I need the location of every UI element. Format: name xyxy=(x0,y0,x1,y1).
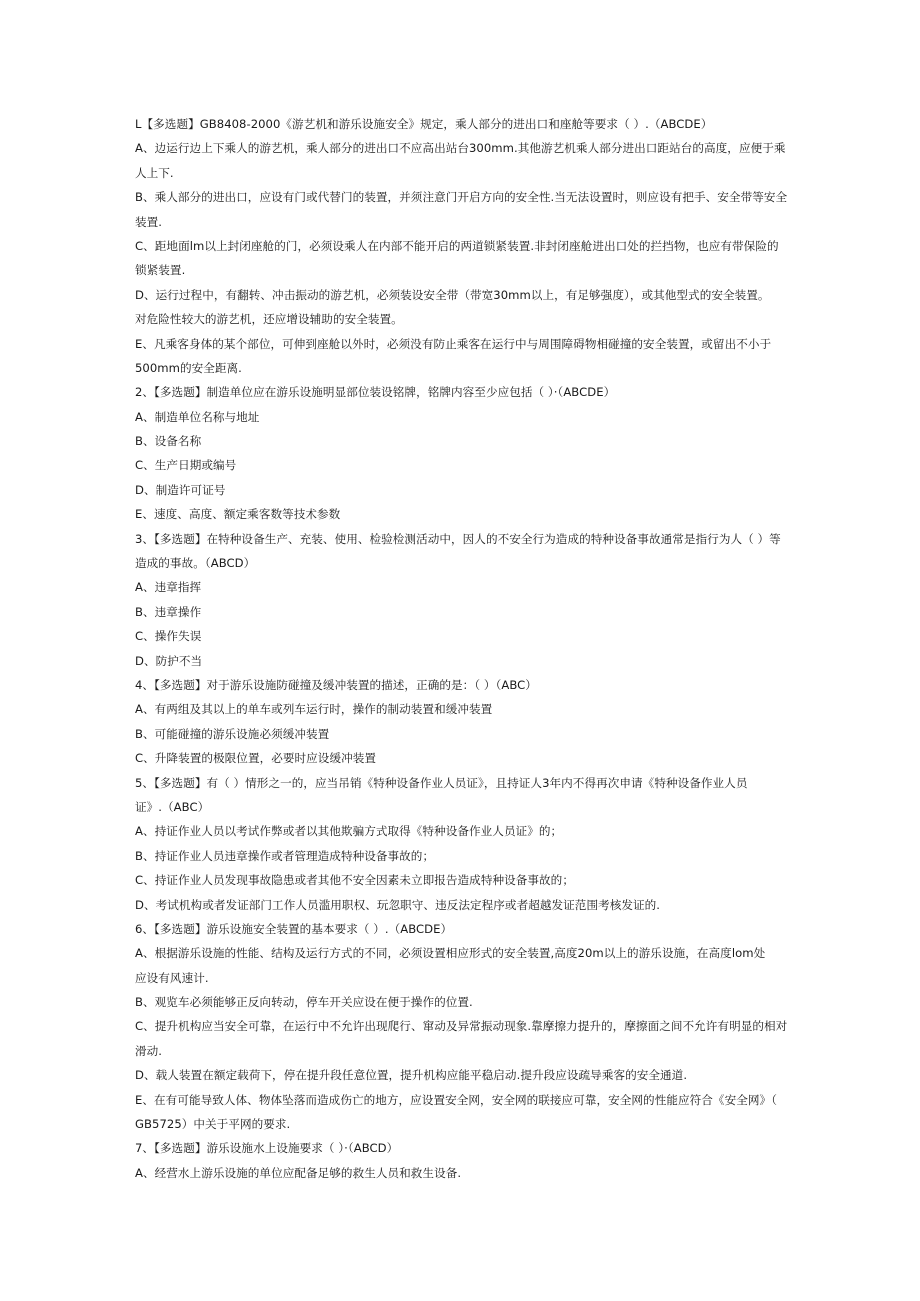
question-3-option-b: B、违章操作 xyxy=(135,604,202,619)
question-6-option-a-cont: 应设有风速计. xyxy=(135,970,209,985)
question-5-option-b: B、持证作业人员违章操作或者管理造成特种设备事故的； xyxy=(135,848,435,863)
question-1-option-e: E、凡乘客身体的某个部位，可伸到座舱以外时，必须没有防止乘客在运行中与周围障碍物相碰撞的安全装置，或留出不小于 xyxy=(135,336,772,351)
question-1-option-c: C、距地面lm以上封闭座舱的门，必须设乘人在内部不能开启的两道锁紧装置.非封闭座舱进出口处的拦挡物，也应有带保险的 xyxy=(135,238,779,253)
question-1-option-e-cont: 500mm的安全距离. xyxy=(135,360,242,375)
question-5-stem-cont: 证》.（ABC） xyxy=(135,799,210,814)
question-2-option-c: C、生产日期或编号 xyxy=(135,458,237,473)
question-6-option-e-cont: GB5725）中关于平网的要求. xyxy=(135,1117,291,1132)
question-3-stem: 3、【多选题】在特种设备生产、充装、使用、检验检测活动中，因人的不安全行为造成的特种设备事故通常是指行为人（ ）等 xyxy=(135,531,781,546)
question-6-option-a: A、根据游乐设施的性能、结构及运行方式的不同，必须设置相应形式的安全装置,高度20m以上的游乐设施，在高度lom处 xyxy=(135,946,766,961)
question-1-option-b-cont: 装置. xyxy=(135,214,163,229)
question-1-stem: L【多选题】GB8408-2000《游艺机和游乐设施安全》规定，乘人部分的进出口和座舱等要求（ ）.（ABCDE） xyxy=(135,117,713,131)
question-5-option-d: D、考试机构或者发证部门工作人员滥用职权、玩忽职守、违反法定程序或者超越发证范围考核发证的. xyxy=(135,897,661,912)
question-6-option-c: C、提升机构应当安全可靠，在运行中不允许出现爬行、窜动及异常振动现象.靠摩擦力提升的，摩擦面之间不允许有明显的相对 xyxy=(135,1019,788,1034)
question-2-option-b: B、设备名称 xyxy=(135,434,202,449)
question-1-option-c-cont: 锁紧装置. xyxy=(135,263,186,278)
question-3-stem-cont: 造成的事故。（ABCD） xyxy=(135,556,256,571)
question-3-option-d: D、防护不当 xyxy=(135,653,203,668)
question-4-option-b: B、可能碰撞的游乐设施必须缓冲装置 xyxy=(135,726,330,741)
document-body xyxy=(135,112,790,1185)
question-6-option-e: E、在有可能导致人体、物体坠落而造成伤亡的地方，应设置安全网，安全网的联接应可靠，安全网的性能应符合《安全网》（ xyxy=(135,1092,777,1107)
question-2-option-e: E、速度、高度、额定乘客数等技术参数 xyxy=(135,507,341,522)
question-1-option-d: D、运行过程中，有翻转、冲击振动的游艺机，必须装设安全带（带宽30mm以上，有足够强度），或其他型式的安全装置。 xyxy=(135,287,770,302)
question-2-option-d: D、制造许可证号 xyxy=(135,482,226,497)
question-4-option-a: A、有两组及其以上的单车或列车运行时，操作的制动装置和缓冲装置 xyxy=(135,702,493,717)
question-4-stem: 4、【多选题】对于游乐设施防碰撞及缓冲装置的描述，正确的是：（ ）（ABC） xyxy=(135,677,537,692)
question-3-option-c: C、操作失误 xyxy=(135,629,202,644)
question-5-option-a: A、持证作业人员以考试作弊或者以其他欺骗方式取得《特种设备作业人员证》的； xyxy=(135,824,563,839)
question-1-option-b: B、乘人部分的进出口，应设有门或代替门的装置，并须注意门开启方向的安全性.当无法设置时，则应设有把手、安全带等安全 xyxy=(135,190,788,205)
question-6-stem: 6、【多选题】游乐设施安全装置的基本要求（ ）.（ABCDE） xyxy=(135,921,453,936)
question-7-option-a: A、经营水上游乐设施的单位应配备足够的救生人员和救生设备. xyxy=(135,1165,462,1180)
question-1-option-d-cont: 对危险性较大的游艺机，还应增设辅助的安全装置。 xyxy=(135,312,403,327)
question-6-option-c-cont: 滑动. xyxy=(135,1043,163,1058)
question-3-option-a: A、违章指挥 xyxy=(135,580,202,595)
question-5-option-c: C、持证作业人员发现事故隐患或者其他不安全因素未立即报告造成特种设备事故的； xyxy=(135,873,574,888)
question-1-option-a-cont: 人上下. xyxy=(135,165,174,180)
question-1-option-a: A、边运行边上下乘人的游艺机，乘人部分的进出口不应高出站台300mm.其他游艺机乘人部分进出口距站台的高度，应便于乘 xyxy=(135,141,786,156)
question-7-stem: 7、【多选题】游乐设施水上设施要求（ ）·（ABCD） xyxy=(135,1141,399,1156)
question-6-option-d: D、载人装置在额定载荷下，停在提升段任意位置，提升机构应能平稳启动.提升段应设疏导乘客的安全通道. xyxy=(135,1068,688,1083)
question-2-option-a: A、制造单位名称与地址 xyxy=(135,409,260,424)
question-4-option-c: C、升降装置的极限位置，必要时应设缓冲装置 xyxy=(135,751,377,766)
question-5-stem: 5、【多选题】有（ ）情形之一的，应当吊销《特种设备作业人员证》，且持证人3年内不得再次申请《特种设备作业人员 xyxy=(135,775,748,790)
question-2-stem: 2、【多选题】制造单位应在游乐设施明显部位装设铭牌，铭牌内容至少应包括（ ）·（ABCDE） xyxy=(135,385,616,400)
question-6-option-b: B、观览车必须能够正反向转动，停车开关应设在便于操作的位置. xyxy=(135,995,473,1010)
